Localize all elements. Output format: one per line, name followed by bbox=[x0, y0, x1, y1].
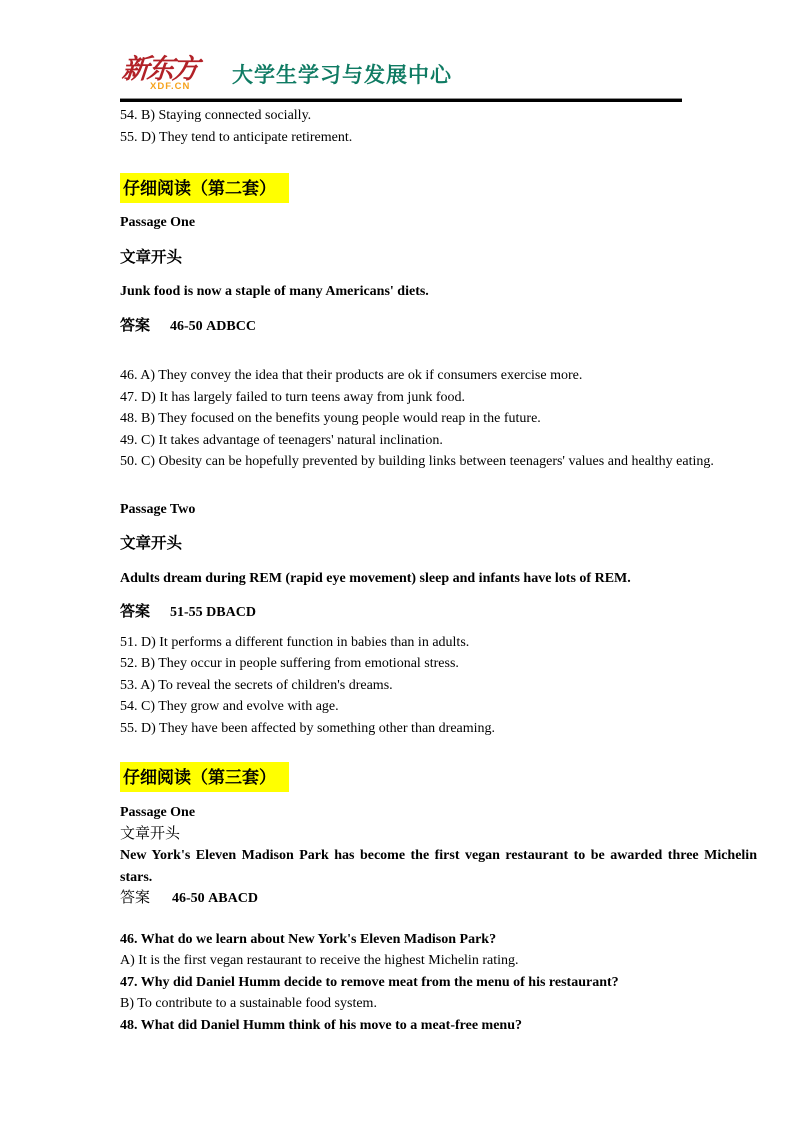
question-line: 46. What do we learn about New York's Eleven Madison Park? bbox=[120, 931, 497, 947]
passage-title: Passage Two bbox=[120, 501, 196, 517]
question-line: 47. Why did Daniel Humm decide to remove meat from the menu of his restaurant? bbox=[120, 974, 619, 990]
document-body bbox=[120, 105, 757, 1036]
options-list bbox=[120, 365, 757, 473]
option-item: 50. C) Obesity can be hopefully prevented by building links between teenagers' values and healthy eating. bbox=[120, 454, 714, 469]
answer-line bbox=[120, 601, 757, 624]
section-heading-set2: 仔细阅读（第二套） bbox=[120, 173, 289, 203]
answer-option-line: B) To contribute to a sustainable food system. bbox=[120, 996, 377, 1011]
option-item: 52. B) They occur in people suffering from emotional stress. bbox=[120, 656, 459, 671]
answer-line bbox=[120, 315, 757, 338]
option-item: 55. D) They have been affected by something other than dreaming. bbox=[120, 720, 496, 736]
answer-label: 答案 bbox=[120, 316, 151, 334]
opening-label: 文章开头 bbox=[120, 825, 181, 842]
logo-domain-text: XDF.CN bbox=[150, 81, 191, 92]
answer-label: 答案 bbox=[120, 603, 151, 620]
answer-key: 46-50 ABACD bbox=[172, 891, 258, 906]
answer-option-line: A) It is the first vegan restaurant to receive the highest Michelin rating. bbox=[120, 953, 519, 968]
option-item: 54. C) They grow and evolve with age. bbox=[120, 699, 339, 714]
option-item: 47. D) It has largely failed to turn teens away from junk food. bbox=[120, 389, 465, 405]
header-divider bbox=[120, 98, 682, 102]
passage-title: Passage One bbox=[120, 805, 196, 820]
question-line: 48. What did Daniel Humm think of his move to a meat-free menu? bbox=[120, 1017, 522, 1033]
options-list bbox=[120, 632, 757, 740]
answer-key: 46-50 ADBCC bbox=[170, 318, 256, 334]
option-item: 53. A) To reveal the secrets of children's dreams. bbox=[120, 677, 393, 693]
option-item: 46. A) They convey the idea that their products are ok if consumers exercise more. bbox=[120, 368, 583, 383]
option-item: 51. D) It performs a different function in babies than in adults. bbox=[120, 634, 470, 650]
opening-sentence: Adults dream during REM (rapid eye movement) sleep and infants have lots of REM. bbox=[120, 570, 631, 586]
question-answer-list bbox=[120, 929, 757, 1037]
opening-label: 文章开头 bbox=[120, 248, 183, 266]
opening-label: 文章开头 bbox=[120, 535, 183, 552]
passage-title: Passage One bbox=[120, 215, 196, 230]
xdf-logo bbox=[122, 56, 214, 92]
carryover-line: 54. B) Staying connected socially. bbox=[120, 108, 312, 123]
center-name-text: 大学生学习与发展中心 bbox=[232, 64, 452, 87]
opening-sentence: New York's Eleven Madison Park has become the first vegan restaurant to be awarded three Michelin stars. bbox=[120, 848, 757, 885]
opening-sentence: Junk food is now a staple of many Americans' diets. bbox=[120, 284, 429, 299]
section-heading-set3: 仔细阅读（第三套） bbox=[120, 762, 289, 792]
answer-label: 答案 bbox=[120, 890, 151, 906]
carryover-line: 55. D) They tend to anticipate retirement. bbox=[120, 129, 353, 145]
answer-line bbox=[120, 888, 757, 910]
option-item: 49. C) It takes advantage of teenagers' natural inclination. bbox=[120, 432, 443, 448]
option-item: 48. B) They focused on the benefits young people would reap in the future. bbox=[120, 411, 541, 426]
logo-brand-text: 新东方 bbox=[120, 54, 199, 84]
answer-key: 51-55 DBACD bbox=[170, 605, 256, 620]
page-header bbox=[0, 0, 800, 98]
